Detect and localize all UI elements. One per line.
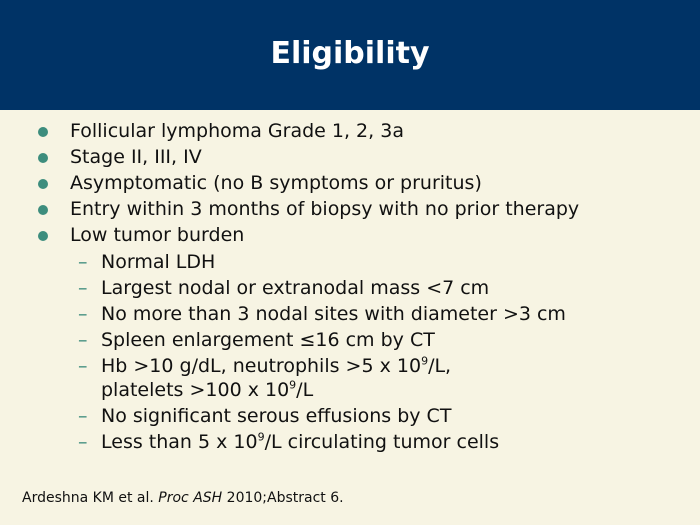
citation-authors: Ardeshna KM et al.	[22, 490, 154, 506]
bullet-text: Follicular lymphoma Grade 1, 2, 3a	[70, 120, 404, 142]
sub-bullet-line	[101, 378, 700, 402]
citation-rest: 2010;Abstract 6.	[226, 490, 344, 506]
dash-icon: –	[78, 405, 88, 427]
bullet-text: Low tumor burden	[70, 224, 245, 246]
bullet-item	[0, 170, 700, 196]
text-fragment: /L circulating tumor cells	[264, 431, 500, 453]
bullet-text: Entry within 3 months of biopsy with no prior therapy	[70, 198, 580, 220]
sub-bullet-line	[101, 354, 700, 378]
sub-bullet-text: No significant serous effusions by CT	[101, 405, 452, 427]
dash-icon: –	[78, 303, 88, 325]
bullet-item	[0, 196, 700, 222]
dash-icon: –	[78, 251, 88, 273]
sub-bullet-item	[0, 302, 700, 326]
text-fragment: /L	[296, 379, 314, 401]
text-fragment: /L,	[428, 355, 452, 377]
superscript: 9	[289, 378, 297, 392]
dash-icon: –	[78, 329, 88, 351]
sub-bullet-item	[0, 276, 700, 300]
sub-bullet-item	[0, 250, 700, 274]
superscript: 9	[421, 354, 429, 368]
bullet-item	[0, 144, 700, 170]
bullet-text: Asymptomatic (no B symptoms or pruritus)	[70, 172, 482, 194]
sub-bullet-list	[0, 250, 700, 454]
sub-bullet-item	[0, 430, 700, 454]
text-fragment: Less than 5 x 10	[101, 431, 258, 453]
sub-bullet-item	[0, 404, 700, 428]
sub-bullet-text: No more than 3 nodal sites with diameter >3 cm	[101, 303, 566, 325]
dash-icon: –	[78, 431, 88, 453]
dash-icon: –	[78, 355, 88, 377]
citation-journal: Proc ASH	[158, 490, 223, 506]
superscript: 9	[257, 430, 265, 444]
sub-bullet-text: Spleen enlargement ≤16 cm by CT	[101, 329, 435, 351]
bullet-item	[0, 222, 700, 248]
text-fragment: Hb >10 g/dL, neutrophils >5 x 10	[101, 355, 422, 377]
bullet-dot-icon	[38, 127, 48, 137]
bullet-dot-icon	[38, 179, 48, 189]
slide-title: Eligibility	[270, 36, 430, 71]
sub-bullet-item	[0, 328, 700, 352]
dash-icon: –	[78, 277, 88, 299]
sub-bullet-text: Largest nodal or extranodal mass <7 cm	[101, 277, 490, 299]
bullet-text: Stage II, III, IV	[70, 146, 202, 168]
text-fragment: platelets >100 x 10	[101, 379, 290, 401]
sub-bullet-item	[0, 354, 700, 402]
bullet-dot-icon	[38, 231, 48, 241]
slide-content	[0, 118, 700, 456]
bullet-dot-icon	[38, 153, 48, 163]
sub-bullet-text	[101, 431, 499, 453]
bullet-item	[0, 118, 700, 144]
citation	[22, 489, 344, 507]
bullet-list	[0, 118, 700, 248]
bullet-dot-icon	[38, 205, 48, 215]
sub-bullet-text: Normal LDH	[101, 251, 216, 273]
